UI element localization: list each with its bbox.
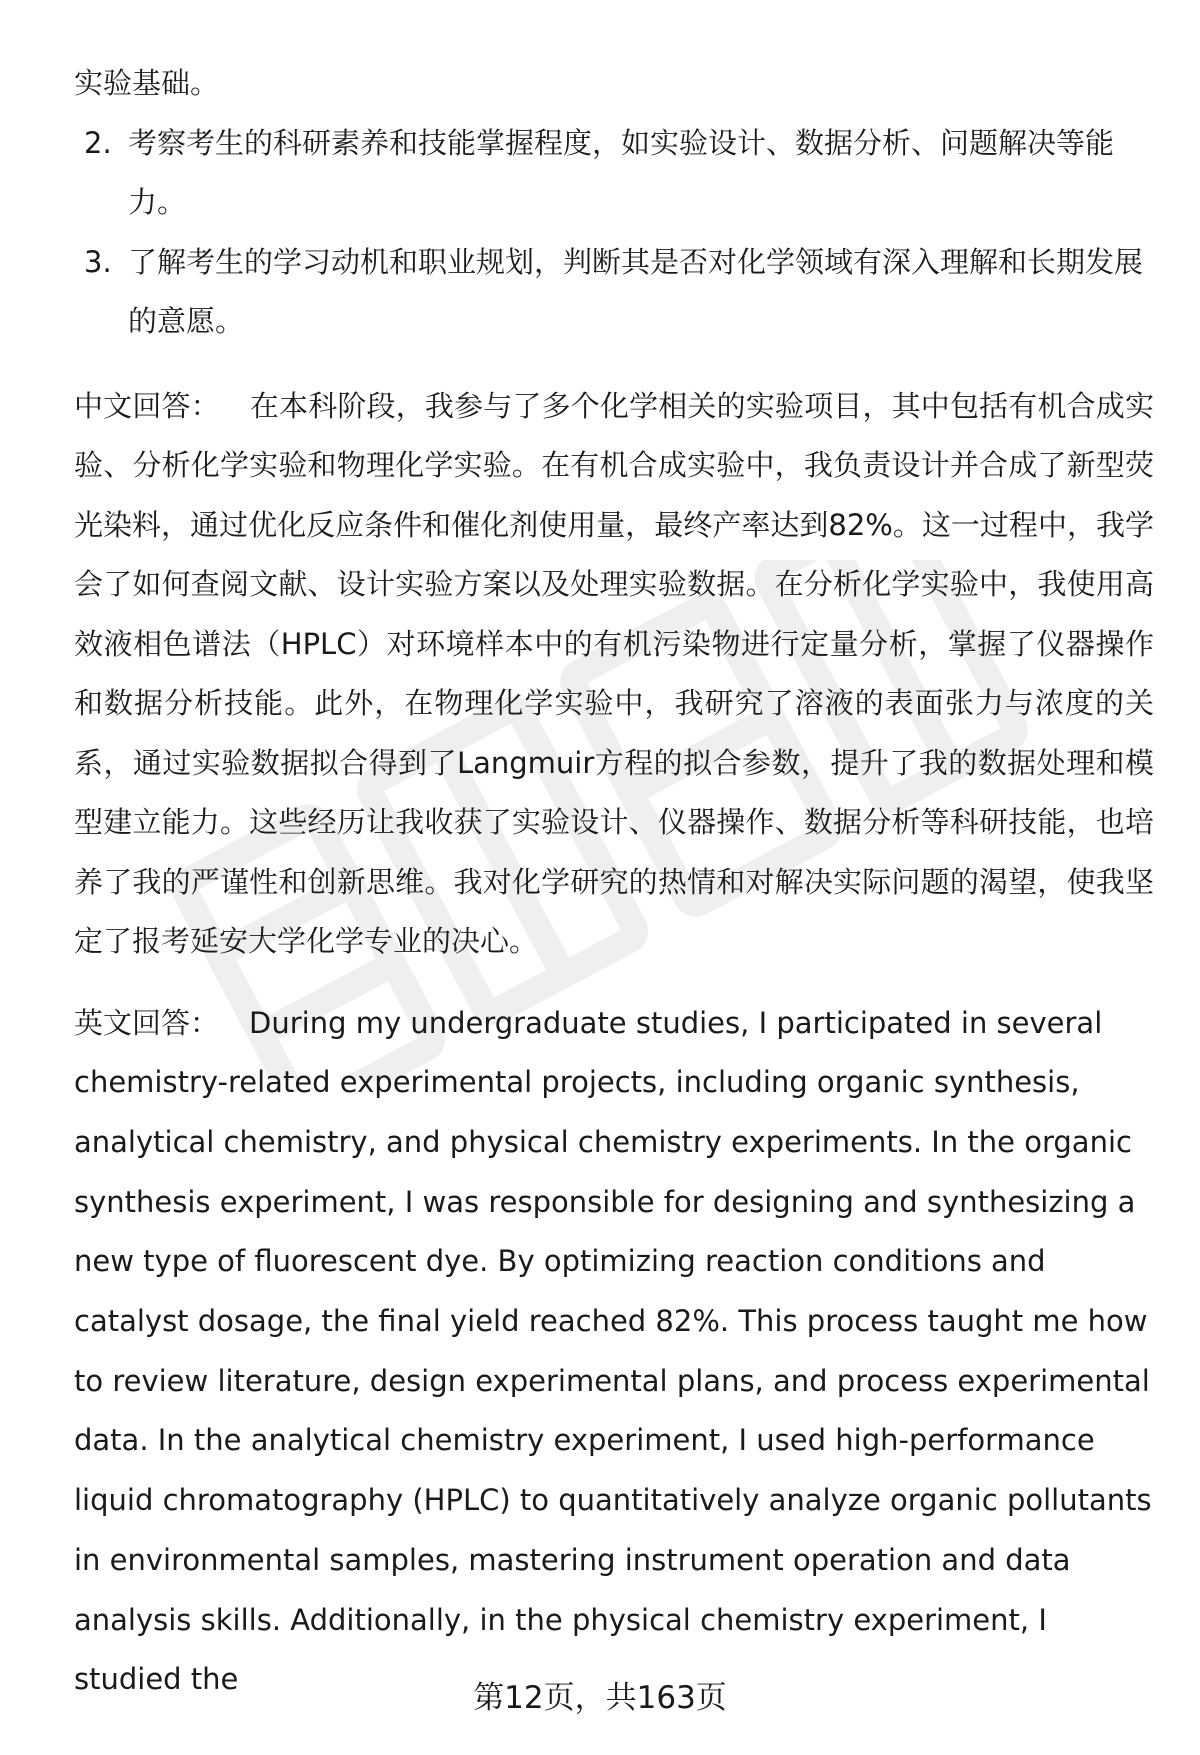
list-item-number: 2. [84, 125, 112, 160]
english-answer-label: 英文回答： [74, 1005, 220, 1040]
list-item-3 [74, 233, 1154, 352]
english-answer-paragraph [74, 994, 1154, 1710]
list-item-text: 考察考生的科研素养和技能掌握程度，如实验设计、数据分析、问题解决等能力。 [128, 125, 1115, 219]
chinese-answer-text: 在本科阶段，我参与了多个化学相关的实验项目，其中包括有机合成实验、分析化学实验和物理化学实验。在有机合成实验中，我负责设计并合成了新型荧光染料，通过优化反应条件和催化剂使用量，最终产率达到82%。这一过程中，我学会了如何查阅文献、设计实验方案以及处理实验数据。在分析化学实验中，我使用高效液相色谱法（HPLC）对环境样本中的有机污染物进行定量分析，掌握了仪器操作和数据分析技能。此外，在物理化学实验中，我研究了溶液的表面张力与浓度的关系，通过实验数据拟合得到了Langmuir方程的拟合参数，提升了我的数据处理和模型建立能力。这些经历让我收获了实验设计、仪器操作、数据分析等科研技能，也培养了我的严谨性和创新思维。我对化学研究的热情和对解决实际问题的渴望，使我坚定了报考延安大学化学专业的决心。 [74, 388, 1154, 958]
list-item-2 [74, 114, 1154, 233]
list-item-text: 了解考生的学习动机和职业规划，判断其是否对化学领域有深入理解和长期发展的意愿。 [128, 244, 1144, 338]
list-item-number: 3. [84, 244, 112, 279]
list-continuation: 实验基础。 [74, 66, 220, 100]
english-answer-text: During my undergraduate studies, I participated in several chemistry-related experimental projects, including organic synthesis, analytical chemistry, and physical chemistry experiments. In the organic synthesis experiment, I was responsible for designing and synthesizing a new type of fluorescent dye. By optimizing reaction conditions and catalyst dosage, the final yield reached 82%. This process taught me how to review literature, design experimental plans, and process experimental data. In the analytical chemistry experiment, I used high-performance liquid chromatography (HPLC) to quantitatively analyze organic pollutants in environmental samples, mastering instrument operation and data analysis skills. Additionally, in the physical chemistry experiment, I studied the [74, 1005, 1152, 1697]
page-number-footer: 第12页，共163页 [473, 1680, 727, 1716]
chinese-answer-label: 中文回答： [74, 388, 220, 423]
document-page [74, 54, 1154, 1710]
chinese-answer-paragraph [74, 377, 1154, 972]
